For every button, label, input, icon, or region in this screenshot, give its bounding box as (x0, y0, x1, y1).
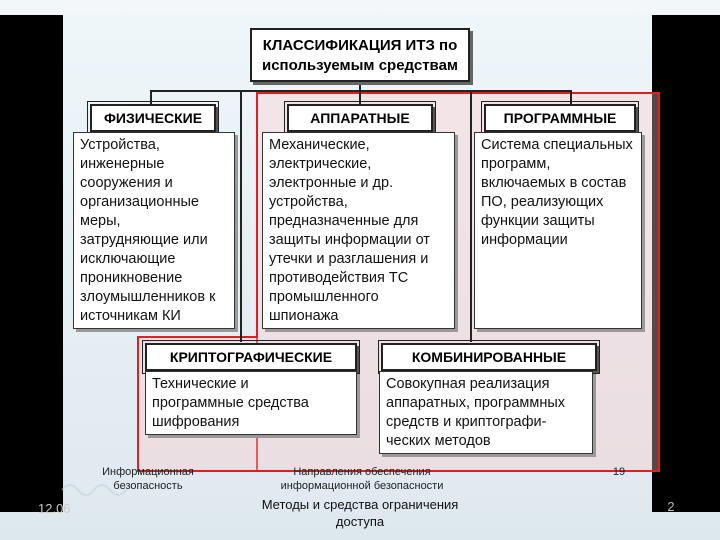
desc-line: ческих методов (386, 433, 491, 449)
footer-center-line2: информационной безопасности (280, 480, 444, 492)
footer-center-line1: Направления обеспечения (293, 466, 431, 478)
category-desc-combined (379, 371, 593, 454)
footer-left-line2: безопасность (113, 480, 183, 492)
category-header-software (484, 104, 636, 132)
desc-line: информации (481, 232, 568, 248)
footer-left-line1: Информационная (102, 466, 194, 478)
desc-line: исключающие (80, 251, 176, 267)
connector-combined (470, 92, 472, 342)
desc-line: электрические, (269, 156, 372, 172)
desc-line: сооружения и (80, 175, 173, 191)
footer-left (88, 465, 208, 493)
desc-line: шпионажа (269, 308, 339, 324)
category-desc-software (474, 132, 642, 329)
desc-line: Система специальных (481, 137, 633, 153)
connector-physical (150, 90, 152, 105)
desc-line: шифрования (152, 414, 240, 430)
desc-line: Устройства, (80, 137, 160, 153)
desc-line: противодействия ТС (269, 270, 409, 286)
slide-caption (230, 496, 490, 530)
slide-caption-line2: доступа (335, 514, 385, 529)
diagram-title-box (250, 28, 470, 82)
category-header-combined (381, 343, 597, 371)
category-header-combined-label: КОМБИНИРОВАННЫЕ (411, 349, 567, 365)
desc-line: утечки и разглашения и (269, 251, 429, 267)
connector-horizontal (150, 90, 572, 92)
footer-right-number: 2 (667, 499, 675, 514)
right-black-bar (652, 15, 720, 512)
category-header-software-label: ПРОГРАММНЫЕ (503, 110, 617, 126)
desc-line: проникновение (80, 270, 183, 286)
desc-line: меры, (80, 213, 121, 229)
desc-line: включаемых в состав (481, 175, 627, 191)
desc-line: программ, (481, 156, 551, 172)
connector-crypto (240, 92, 242, 342)
category-header-physical (90, 104, 216, 132)
category-header-crypto (145, 343, 357, 371)
category-header-hardware (287, 104, 433, 132)
desc-line: предназначенные для (269, 213, 419, 229)
category-header-crypto-label: КРИПТОГРАФИЧЕСКИЕ (169, 349, 333, 365)
desc-line: Совокупная реализация (386, 376, 550, 392)
desc-line: устройства, (269, 194, 348, 210)
category-desc-physical (73, 132, 235, 329)
slide-caption-line1: Методы и средства ограничения (261, 497, 459, 512)
diagram-title-line1: КЛАССИФИКАЦИЯ ИТЗ по (262, 37, 458, 54)
desc-line: ПО, реализующих (481, 194, 604, 210)
desc-line: Технические и (152, 376, 249, 392)
desc-line: программные средства (152, 395, 309, 411)
connector-hardware (359, 90, 361, 105)
desc-line: организационные (80, 194, 199, 210)
connector-software (570, 90, 572, 105)
desc-line: функции защиты (481, 213, 595, 229)
desc-line: затрудняющие или (80, 232, 208, 248)
footer-center (268, 465, 456, 493)
diagram-title-line2: используемым средствам (261, 57, 459, 74)
category-desc-crypto (145, 371, 357, 435)
category-desc-hardware (262, 132, 455, 329)
desc-line: защиты информации от (269, 232, 430, 248)
category-header-physical-label: ФИЗИЧЕСКИЕ (103, 110, 203, 126)
desc-line: аппаратных, программных (386, 395, 566, 411)
desc-line: средств и криптографи- (386, 414, 547, 430)
desc-line: инженерные (80, 156, 165, 172)
desc-line: злоумышленников к (80, 289, 216, 305)
desc-line: промышленного (269, 289, 379, 305)
desc-line: электронные и др. (269, 175, 394, 191)
desc-line: источникам КИ (80, 308, 181, 324)
category-header-hardware-label: АППАРАТНЫЕ (310, 110, 410, 126)
desc-line: Механические, (269, 137, 370, 153)
footer-slide-id: 12.06 (38, 501, 71, 516)
left-black-bar (0, 15, 63, 512)
footer-page-number: 19 (612, 466, 626, 478)
